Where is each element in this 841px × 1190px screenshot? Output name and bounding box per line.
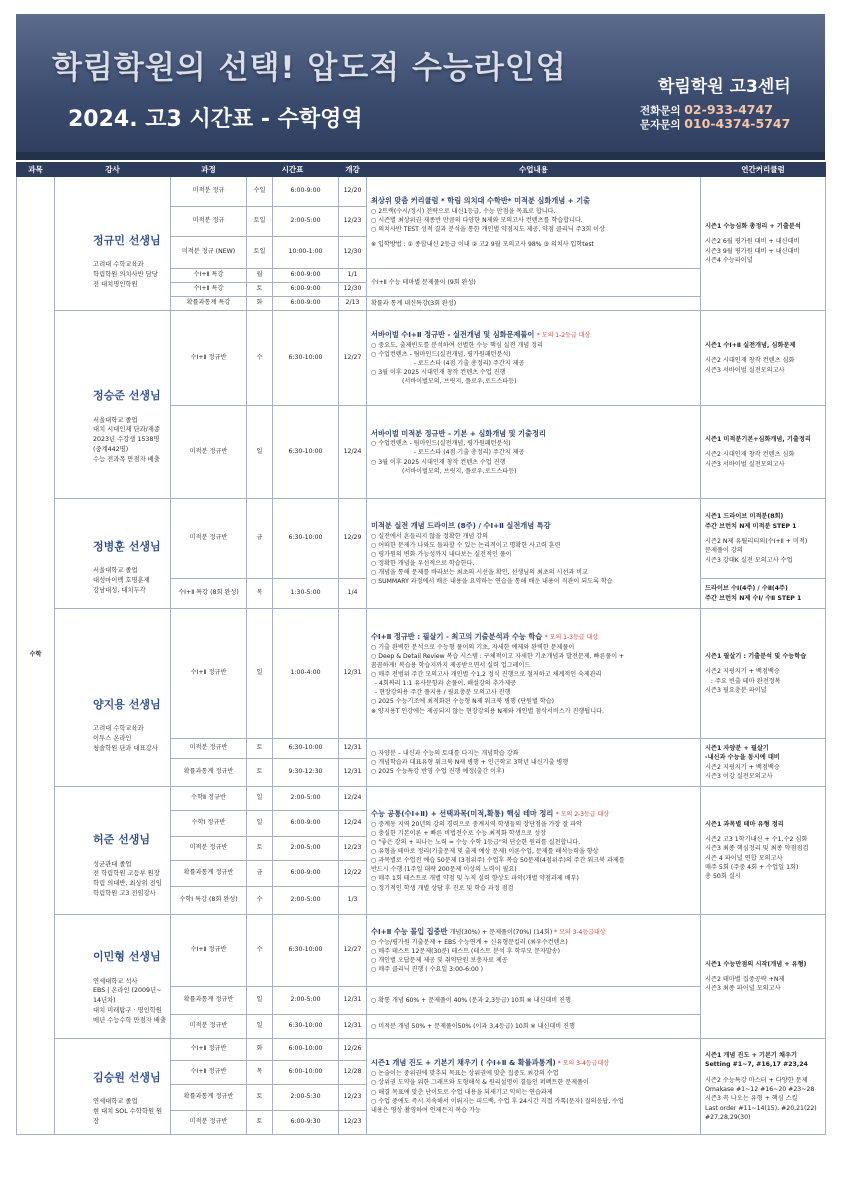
teacher-cell: [55, 177, 171, 311]
teacher-cell: [55, 499, 171, 609]
time-cell: 6:00-9:00: [273, 861, 339, 887]
open-cell: 12/27: [339, 915, 367, 987]
table-row: [17, 177, 826, 207]
day-cell: 목: [247, 1061, 273, 1085]
course-cell: 수Ⅰ+Ⅱ 정규반: [171, 1039, 247, 1061]
day-cell: 토: [247, 837, 273, 861]
day-cell: 일: [247, 987, 273, 1015]
time-cell: 6:30-10:00: [273, 1015, 339, 1039]
course-cell: 확률과통계 정규반: [171, 759, 247, 787]
time-cell: 6:00-9:00: [273, 269, 339, 283]
col-course: 과정: [171, 163, 247, 177]
content-cell: 최상위 맞춤 커리큘럼 * 학림 의치대 수학반* 미적분 심화개념 + 기출 ○ 2트랙(수시/정시) 전략으로 내신1등급, 수능 만점을 목표로 합니다. ○ 시즌별 최상위권 재종반 만큼의 다양한 N제와 모의고사 컨텐츠를 학습합니다. ○ 의치사반 TEST 성적 결과 분석을 통한 개인별 약점지도 제공, 약점 클리닉 주3회 이상 ※ 입학방법 : ① 종합내신 2등급 이내 ② 고2 9월 모의고사 98% ③ 의치사 입학test: [367, 177, 701, 269]
teacher-name: 양지용 선생님: [93, 697, 161, 711]
course-cell: 미적분 정규반: [171, 837, 247, 861]
content-cell: 서바이벌 미적분 정규반 - 기본 + 심화개념 및 기출정리 ○ 수업컨텐츠 - 팀마인드(실전개념, 평가원패턴분석) - 로드스타 (4점 기출 총정리) 주간지 제공 ○ 3월 이후 2025 시대인재 창작 컨텐츠 수업 진행 (서바이벌모의, 브릿지, 플로우,로드스타등): [367, 406, 701, 499]
time-cell: 1:00-4:00: [273, 609, 339, 739]
course-cell: 미적분 정규반: [171, 1111, 247, 1135]
yearly-cell: 시즌1 수Ⅰ+Ⅱ 실전개념, 심화문제 시즌2 시대인재 창작 컨텐츠 심화 시즌3 서바이벌 실전모의고사: [701, 311, 826, 406]
open-cell: 12/31: [339, 759, 367, 787]
col-subject: 과목: [17, 163, 55, 177]
day-cell: 토일: [247, 207, 273, 237]
open-cell: 12/23: [339, 837, 367, 861]
open-cell: 12/27: [339, 311, 367, 406]
teacher-cell: [55, 1039, 171, 1135]
day-cell: 수일: [247, 177, 273, 207]
yearly-cell: 시즌1 자양분 + 필살기 -내신과 수능을 동시에 대비 시즌2 지핑지기 + 백점백승 시즌3 이강 실전모의고사: [701, 739, 826, 787]
day-cell: 일: [247, 1015, 273, 1039]
course-cell: 수Ⅰ+Ⅱ 정규반: [171, 915, 247, 987]
sms-number: 010-4374-5747: [684, 116, 791, 131]
open-cell: 12/24: [339, 811, 367, 837]
day-cell: 목: [247, 579, 273, 609]
open-cell: 12/28: [339, 1061, 367, 1085]
teacher-cell: [55, 787, 171, 915]
open-cell: 12/29: [339, 499, 367, 579]
subject-cell: 수학: [17, 177, 55, 1135]
course-cell: 미적분 정규: [171, 177, 247, 207]
table-row: [17, 787, 826, 811]
course-cell: 수Ⅰ+Ⅱ 특강: [171, 283, 247, 297]
time-cell: 2:00-5:00: [273, 787, 339, 811]
time-cell: 6:00-10:00: [273, 1061, 339, 1085]
day-cell: 일: [247, 406, 273, 499]
teacher-name: 정규민 선생님: [93, 233, 161, 247]
yearly-cell: 드라이브 수Ⅰ(4주) / 수Ⅱ(4주) 주간 브런치 N제 수Ⅰ/ 수Ⅱ STEP 1: [701, 579, 826, 609]
header-banner: [16, 14, 825, 160]
time-cell: 6:30-10:00: [273, 311, 339, 406]
content-cell: ○ 확통 개념 60% + 문제풀이 40% (문과 2,3등급) 10회 ※ 내신대비 진행: [367, 987, 701, 1015]
time-cell: 6:00-9:30: [273, 1111, 339, 1135]
teacher-name: 정병훈 선생님: [93, 539, 161, 553]
course-cell: 수Ⅰ+Ⅱ 정규반: [171, 1061, 247, 1085]
course-cell: 미적분 정규반: [171, 739, 247, 759]
open-cell: 12/30: [339, 283, 367, 297]
yearly-cell: 시즌1 수능만점의 시작(개념 + 유형) 시즌2 테마별 집중공략 +N제 시즌3 최종 파이널 모의고사: [701, 915, 826, 1039]
content-cell: 수능 공통(수Ⅰ+Ⅱ) + 선택과목(미적,확통) 핵심 테마 정리 * 모의 2-3등급 대상 ○ 중계동 지역 20년의 강의 경력으로 중계지역 학생들의 장단점을 가장 잘 파악 ○ 충실한 기본이론 + 빠른 비법전수로 수능 최적화 학생으로 성장 ○ "좋은 강의 + 피나는 노력 = 수능 수학 1등급"의 단순한 원리를 실천합니다. ○ 유형을 테마로 정리(기출문제 및 출제 예상 문제) 이론수업, 문제를 해석능력을 향상 ○ 과목별로 수업전 예습 50문제 (3점위주) 수업후 복습 50문제(4점위주)의 주간 워크북 과제를 반드시 수행 (1주일 대략 200문제 이상의 노력이 필요) ○ 매주 1회 테스트로 개별 약점 및 누적 실력 향상도 파악(개별 약점과제 배부) ○ 정기적인 학생 개별 상담 후 진로 및 학습 과정 점검: [367, 787, 701, 915]
open-cell: 12/31: [339, 609, 367, 739]
course-cell: 수학Ⅱ 정규반: [171, 787, 247, 811]
time-cell: 6:30-10:00: [273, 915, 339, 987]
open-cell: 12/30: [339, 237, 367, 269]
content-cell: ○ 자양분 – 내신과 수능의 토대를 다지는 개념학습 강좌 ○ 개념학습과 대표유형 워크북 N제 병행 + 인근학교 3학년 내신기출 병행 ○ 2025 수능특강 반영 수업 진행 예정(출간 이후): [367, 739, 701, 787]
col-schedule: 시간표: [247, 163, 339, 177]
col-content: 수업내용: [367, 163, 701, 177]
yearly-cell: 시즌1 필살기 : 기출분석 및 수능학습 시즌2 지핑지기 + 백점백승 : 주요 빈출 테마 완전정복 시즌3 필요충분 파이널: [701, 609, 826, 739]
time-cell: 6:30-10:00: [273, 499, 339, 579]
yearly-cell: 시즌1 미적분기본+심화개념, 기출정리 시즌2 시대인재 창작 컨텐츠 심화 시즌3 서바이벌 실전모의고사: [701, 406, 826, 499]
course-cell: 확률과통계 정규반: [171, 987, 247, 1015]
time-cell: 2:00-5:00: [273, 207, 339, 237]
day-cell: 토: [247, 759, 273, 787]
col-open: 개강: [339, 163, 367, 177]
content-cell: ○ 미적분 개념 50% + 문제풀이50% (이과 3,4등급) 10회 ※ 내신대비 진행: [367, 1015, 701, 1039]
day-cell: 토: [247, 1085, 273, 1111]
header-stripe: [16, 152, 825, 160]
course-cell: 확률과통계 정규반: [171, 861, 247, 887]
day-cell: 일: [247, 609, 273, 739]
course-cell: 확률과통계 정규반: [171, 1085, 247, 1111]
time-cell: 6:00-10:00: [273, 1039, 339, 1061]
open-cell: 12/23: [339, 1111, 367, 1135]
time-cell: 2:00-5:00: [273, 887, 339, 915]
center-name: 학림학원 고3센터: [658, 77, 791, 97]
open-cell: 12/24: [339, 787, 367, 811]
time-cell: 6:30-10:00: [273, 406, 339, 499]
phone-contact: 전화문의 02-933-4747: [640, 102, 773, 117]
open-cell: 2/13: [339, 297, 367, 311]
day-cell: 화: [247, 1039, 273, 1061]
teacher-cell: [55, 609, 171, 787]
course-cell: 확률과통계 특강: [171, 297, 247, 311]
course-cell: 수Ⅰ+Ⅱ 특강 (8회 완성): [171, 579, 247, 609]
teacher-name: 이민형 선생님: [93, 949, 161, 963]
course-cell: 미적분 정규: [171, 207, 247, 237]
slogan: 학림학원의 선택! 압도적 수능라인업: [52, 50, 567, 86]
time-cell: 9:30-12:30: [273, 759, 339, 787]
teacher-bio: 고려대 수학교육과 이투스 온라인 청솔학원 단과 대표강사: [93, 725, 158, 752]
table-header: [17, 163, 826, 177]
teacher-bio: 성균관대 졸업 전 학림학원 고등부 원장 학림 의대반, 최상위 전임 학림학원 고3 전임강사: [93, 860, 162, 897]
yearly-cell: 시즌1 과목별 테마 유형 정리 시즌2 고3 1학기내신 + 수1,수2 심화 시즌3 최종 핵심정리 및 최종 약점점검 시즌 4 파이널 연합 모의고사 매주 5회 (주중 4회 + 수업일 1회) 총 50회 실시: [701, 787, 826, 915]
time-cell: 6:00-9:00: [273, 177, 339, 207]
table-row: [17, 609, 826, 739]
content-cell: 미적분 실전 개념 드라이브 (8주) / 수Ⅰ+Ⅱ 실전개념 특강 ○ 실전에서 흔들리지 않을 정확한 개념 강의 ○ 어떠한 문제가 나와도 돌파할 수 있는 논리적이고 명확한 사고력 훈련 ○ 평가원의 변화 가능성까지 내다보는 실전적인 풀이 ○ 정확한 개념을 우선적으로 학습한다. ○ 개념을 통해 문제를 바라보는 최초의 시선을 확인, 선생님의 최초의 시선과 비교 ○ SUMMARY 과정에서 배운 내용을 요약하는 연습을 통해 배운 내용이 직관이 되도록 학습: [367, 499, 701, 609]
day-cell: 토: [247, 1111, 273, 1135]
table-row: [17, 915, 826, 987]
teacher-bio: 서울대학교 졸업 대치 시대인재 단과/재종 2023년 수강생 1538명 (중계442명) 수능 전과목 만점자 배출: [93, 416, 160, 463]
course-cell: 수Ⅰ+Ⅱ 특강: [171, 269, 247, 283]
course-cell: 수Ⅰ+Ⅱ 정규반: [171, 609, 247, 739]
course-cell: 미적분 정규반: [171, 1015, 247, 1039]
course-cell: 수학Ⅰ 특강 (8회 완성): [171, 887, 247, 915]
time-cell: 6:00-9:00: [273, 811, 339, 837]
sms-contact: 문자문의 010-4374-5747: [640, 116, 791, 131]
open-cell: 1/4: [339, 579, 367, 609]
content-cell: 시즌1 개념 진도 + 기본기 채우기 ( 수Ⅰ+Ⅱ & 확률과통계) * 모의 3-4등급대상 ○ 논술이는 중위권에 맞추되 목표는 상위권에 맞춘 집중도 최강의 수업 ○ 상위권 도약을 위한 그래프와 도형해석 & 원리설명이 곁들인 퍼펙트한 문제풀이 ○ 해결 목표에 맞춘 난이도로 수업 내용을 되새기고 익히는 연습과제 ○ 수업 중에도 즉시 지속해서 이뤄지는 피드백, 수업 후 24시간 직접 카톡(문자) 질의응답, 수업 내용은 영상 촬영하여 언제든지 복습 가능: [367, 1039, 701, 1135]
day-cell: 토일: [247, 237, 273, 269]
time-cell: 10:00-1:00: [273, 237, 339, 269]
table-row: [17, 499, 826, 579]
course-cell: 미적분 정규 (NEW): [171, 237, 247, 269]
yearly-cell: 시즌1 드라이브 미적분(8회) 주간 브런치 N제 미적분 STEP 1 시즌2 N제 유틸리티의(수Ⅰ+Ⅱ + 미적) 문제풀이 강의 시즌3 강대K 실전 모의고사 수업: [701, 499, 826, 579]
teacher-name: 정승준 선생님: [93, 388, 161, 402]
open-cell: 12/31: [339, 739, 367, 759]
time-cell: 2:00-5:00: [273, 837, 339, 861]
time-cell: 2:00-5:00: [273, 987, 339, 1015]
phone-number: 02-933-4747: [684, 102, 773, 117]
time-cell: 1:30-5:00: [273, 579, 339, 609]
day-cell: 수: [247, 915, 273, 987]
teacher-cell: [55, 311, 171, 499]
day-cell: 월: [247, 269, 273, 283]
yearly-cell: 시즌1 개념 진도 + 기본기 채우기 Setting #1~7, #16,17 #23,24 시즌2 수능특강 마스터 + 다양한 문제 Omakase #1~12 #16~20 #23~28 시즌3 꼭 나오는 유형 + 핵심 스킬 Last order #11~14(15), #20,21(22) #27,28,29(30): [701, 1039, 826, 1135]
col-yearly: 연간커리큘럼: [701, 163, 826, 177]
content-cell: 수Ⅰ+Ⅱ 수능 테마별 문제풀이 (9회 완성): [367, 269, 701, 297]
course-cell: 수Ⅰ+Ⅱ 정규반: [171, 311, 247, 406]
yearly-cell: 시즌1 수능심화 총정리 + 기출분석 시즌2 6월 평가원 대비 + 내신대비 시즌3 9월 평가원 대비 + 내신대비 시즌4 수능파이널: [701, 177, 826, 311]
day-cell: 일: [247, 787, 273, 811]
day-cell: 수: [247, 311, 273, 406]
table-row: [17, 311, 826, 406]
open-cell: 12/24: [339, 406, 367, 499]
time-cell: 2:00-5:30: [273, 1085, 339, 1111]
open-cell: 12/31: [339, 1015, 367, 1039]
day-cell: 금: [247, 499, 273, 579]
open-cell: 12/23: [339, 1085, 367, 1111]
teacher-name: 허준 선생님: [93, 832, 150, 846]
open-cell: 12/26: [339, 1039, 367, 1061]
time-cell: 6:00-9:00: [273, 283, 339, 297]
course-cell: 수학Ⅰ 정규반: [171, 811, 247, 837]
day-cell: 화: [247, 297, 273, 311]
day-cell: 토: [247, 283, 273, 297]
teacher-bio: 서울대학교 졸업 대성마이맥 호명훈제 강남대성, 대치두각: [93, 567, 150, 594]
teacher-cell: [55, 915, 171, 1039]
open-cell: 1/3: [339, 887, 367, 915]
open-cell: 12/22: [339, 861, 367, 887]
open-cell: 12/23: [339, 207, 367, 237]
day-cell: 금: [247, 861, 273, 887]
day-cell: 토: [247, 739, 273, 759]
content-cell: 수Ⅰ+Ⅱ 수능 몰입 집중반 개념(30%) + 문제풀이(70%) (14회) * 모의 3-4등급대상 ○ 수능/평가원 기출문제 + EBS 수능연계 + 신유형문킬러 (최우수컨텐츠) ○ 매주 테스트 12문제(30분) 테스트 (테스트 분석 후 학부모 문자발송) ○ 개인별 오답문제 제공 및 취약단원 보충자료 제공 ○ 매주 클리닉 진행 ( 수요일 3:00-6:00 ): [367, 915, 701, 987]
day-cell: 일: [247, 811, 273, 837]
time-cell: 6:00-9:00: [273, 297, 339, 311]
open-cell: 1/1: [339, 269, 367, 283]
teacher-bio: 고려대 수학교육과 학림학원 의치사반 담당 전 대치명인학원: [93, 261, 158, 288]
open-cell: 12/20: [339, 177, 367, 207]
table-row: [17, 1039, 826, 1061]
course-cell: 미적분 정규반: [171, 499, 247, 579]
teacher-bio: 연세대학교 석사 EBS | 온라인 (2009년~ 14년차) 대치 미래탐구 · 명인학원 매년 수능수학 만점자 배출: [93, 977, 166, 1024]
schedule-table: [16, 162, 826, 1135]
open-cell: 12/31: [339, 987, 367, 1015]
teacher-name: 김승원 선생님: [93, 1070, 161, 1084]
time-cell: 6:30-10:00: [273, 739, 339, 759]
course-cell: 미적분 정규반: [171, 406, 247, 499]
content-cell: 서바이벌 수Ⅰ+Ⅱ 정규반 - 실전개념 및 심화문제풀이 * 모의 1-2등급 대상 ○ 중요도, 출제빈도를 분석하여 선별한 수능 핵심 실전 개념 정리 ○ 수업컨텐츠 - 팀마인드(실전개념, 평가원패턴분석) - 로드스타 (4점 기출 총정리) 주간지 제공 ○ 3월 이후 2025 시대인재 창작 컨텐츠 수업 진행 (서바이벌모의, 브릿지, 플로우,로드스타등): [367, 311, 701, 406]
col-teacher: 강사: [55, 163, 171, 177]
teacher-bio: 연세대학교 졸업 현 대치 SOL 수학학원 원장: [93, 1098, 163, 1125]
content-cell: 수Ⅰ+Ⅱ 정규반 : 필살기 - 최고의 기출분석과 수능 학습 * 모의 1-3등급 대상 ○ 기출 완벽한 분석으로 수능형 풀이의 기초, 자세한 예제와 완벽한 문제풀이 ○ Deep & Detail Review 복습 시스템 : 구체적이고 자세한 기초개념과 발전문제, 빠른풀이 + 꼼꼼하게! 복습용 학습지까지 제공받으면서 실력 업그레이드 ○ 매주 전범위 주간 모의고사 개인별 수1,2 정식 진행으로 철저하고 체계적인 숙제관리 - 4회짜리 1:1 유사문항과 손풀이, 해설강의 추가제공 - 현장강의용 주간 풀지용 / 필요충분 모의고사 진행 ○ 2025 수능기조에 최적화된 수능형 N제 워크북 병행 (단원별 학습) ※ 양지용T 인강에는 제공되지 않는 현장강의용 N제와 개인별 첨삭서비스가 진행됩니다.: [367, 609, 701, 739]
page-title: 2024. 고3 시간표 - 수학영역: [68, 107, 363, 132]
content-cell: 확률과 통계 내신특강(3회 완성): [367, 297, 701, 311]
day-cell: 수: [247, 887, 273, 915]
